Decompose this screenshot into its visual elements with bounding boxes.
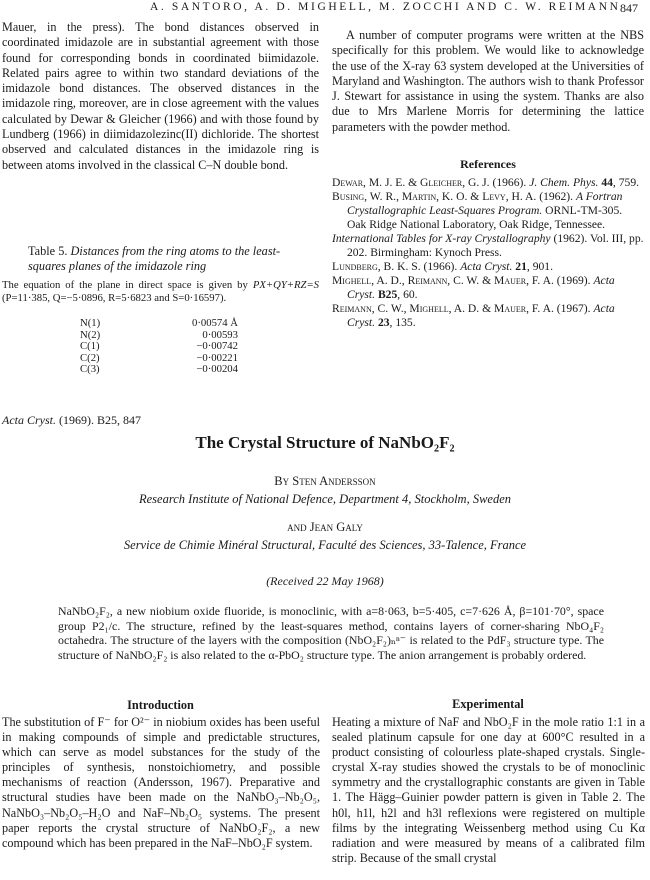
table5-value: −0·00204 — [196, 363, 238, 376]
references-list — [332, 176, 644, 330]
reference-item — [332, 232, 644, 260]
table5-value: −0·00742 — [196, 340, 238, 353]
ref-journal: Acta Cryst. — [347, 274, 615, 301]
citation-rest: (1969). B25, 847 — [59, 413, 141, 427]
ref-authors: Dewar, M. J. E. & Gleicher, G. J. (1966). — [332, 176, 527, 189]
ref-journal: Acta Cryst. — [460, 260, 513, 273]
table5-atom: N(1) — [80, 317, 101, 329]
ref-rest: ORNL-TM-305. Oak Ridge National Laboratory, Oak Ridge, Tennessee. — [347, 204, 623, 231]
table-row — [80, 364, 238, 376]
ref-volume: 44 — [601, 176, 613, 189]
ref-journal: A Fortran Crystallographic Least-Squares Program. — [347, 190, 623, 217]
ref-volume: 23 — [377, 316, 390, 329]
ref-rest: , 759. — [612, 176, 640, 189]
table5-atom: C(3) — [80, 363, 100, 376]
table5-eq-formula: PX+QY+RZ=S — [252, 279, 319, 291]
table-row — [80, 318, 238, 330]
references-heading: References — [460, 157, 516, 171]
byline-author1: By Sten Andersson — [274, 474, 376, 488]
table5-value: −0·00221 — [196, 351, 238, 364]
ref-volume: 21 — [515, 260, 527, 273]
ref-volume: B25 — [377, 288, 398, 301]
table5-equation — [2, 279, 319, 306]
ref-journal: International Tables for X-ray Crystallography — [332, 232, 551, 245]
table5-atom: C(1) — [80, 340, 100, 353]
ref-authors: Reimann, C. W., Mighell, A. D. & Mauer, F. A. (1967). — [332, 302, 591, 315]
ref-rest: , 135. — [389, 316, 416, 329]
ref-rest: (1962). Vol. III, pp. 202. Birmingham: Kynoch Press. — [347, 232, 644, 259]
table5-atom: C(2) — [80, 351, 100, 364]
acknowledgements-text: A number of computer programs were written at the NBS specifically for this problem. We would like to acknowledge the use of the X-ray 63 system developed at the Universities of Maryland and Washington. The authors wish to thank Professor J. Stewart for assistance in using the system. Thanks are also due to Mrs Marlene Morris for determining the lattice parameters with the powder method. — [332, 28, 644, 134]
table5-eq-params: (P=11·385, Q=−5·0896, R=5·6823 and S=0·16597). — [2, 292, 227, 305]
running-head — [0, 0, 650, 18]
institution-2: Service de Chimie Minéral Structural, Faculté des Sciences, 33-Talence, France — [123, 538, 527, 552]
ref-journal: J. Chem. Phys. — [529, 176, 599, 189]
table5-value: 0·00593 — [202, 328, 238, 341]
table5-label: Table 5. — [28, 244, 68, 258]
ref-rest: , 60. — [397, 288, 418, 301]
experimental-text: Heating a mixture of NaF and NbO₂F in the mole ratio 1:1 in a sealed platinum capsule for one day at 600°C resulted in a product consisting of colourless plate-shaped crystals. Single-crystal X-ray studies showed the crystals to be of monoclinic symmetry and the crystallographic constants are given in Table 1. The Hägg–Guinier powder pattern is given in Table 2. The h0l, h1l, h2l and h3l reflexions were registered on multiple films by the integrating Weissenberg method using Cu Kα radiation and were measured by means of a calibrated film strip. Because of the small crystal — [332, 715, 645, 865]
ref-authors: Busing, W. R., Martin, K. O. & Levy, H. A. (1962). — [332, 190, 574, 203]
reference-item — [332, 274, 644, 302]
table5-caption-text: Distances from the ring atoms to the least-squares planes of the imidazole ring — [28, 244, 281, 274]
introduction-heading: Introduction — [127, 698, 194, 712]
table5 — [80, 318, 238, 376]
experimental-heading: Experimental — [452, 697, 524, 711]
table5-value: 0·00574 Å — [191, 317, 238, 329]
ref-authors: Mighell, A. D., Reimann, C. W. & Mauer, F. A. (1969). — [332, 274, 591, 287]
received-date: (Received 22 May 1968) — [266, 574, 384, 588]
abstract: NaNbO₂F₂, a new niobium oxide fluoride, is monoclinic, with a=8·063, b=5·405, c=7·626 Å, β=101·70°, space group P2₁/c. The structure, refined by the least-squares method, contains layers of corner-sharing NbO₄F₂ octahedra. The structure of the layers with the composition (NbO₂F₂)ₙⁿ⁻ is related to the PdF₃ structure type. The structure of NaNbO₂F₂ is also related to the α-PbO₂ structure type. The anion arrangement is probably ordered. — [58, 604, 604, 662]
page-number: 847 — [620, 1, 638, 15]
institution-1: Research Institute of National Defence, Department 4, Stockholm, Sweden — [138, 492, 512, 506]
byline-author2: and Jean Galy — [287, 520, 363, 534]
ref-rest: , 901. — [526, 260, 553, 273]
ref-journal: Acta Cryst. — [347, 302, 615, 329]
introduction-text: The substitution of F⁻ for O²⁻ in niobium oxides has been useful in making compounds of simple and predictable structures, which can serve as model substances for the study of the principles of synthesis, nonstoichiometry, and possible mechanisms of reaction (Andersson, 1967). Preparative and structural studies have been made on the NaNbO₃–Nb₂O₅, NaNbO₃–Nb₂O₅–H₂O and NaF–Nb₂O₅ systems. The present paper reports the crystal structure of NaNbO₂F₂, a new compound which has been prepared in the NaF–NbO₂F system. — [2, 715, 320, 850]
reference-item — [332, 190, 644, 232]
article-title: The Crystal Structure of NaNbO₂F₂ — [195, 433, 455, 452]
article-citation — [2, 413, 141, 428]
ref-authors: Lundberg, B. K. S. (1966). — [332, 260, 458, 273]
reference-item — [332, 302, 644, 330]
table5-atom: N(2) — [80, 328, 101, 341]
reference-item — [332, 260, 644, 274]
table5-caption — [28, 244, 308, 275]
reference-item — [332, 176, 644, 190]
running-head-authors: A. SANTORO, A. D. MIGHELL, M. ZOCCHI AND C. W. REIMANN — [150, 1, 621, 13]
citation-journal: Acta Cryst. — [2, 413, 56, 427]
left-column-text: Mauer, in the press). The bond distances observed in coordinated imidazole are in substantial agreement with those found for corresponding bonds in coordinated biimidazole. Related pairs agree to within two standard deviations of the imidazole bond distances. The observed distances in the imidazole ring, moreover, are in close agreement with the values calculated by Dewar & Gleicher (1966) and with those found by Lundberg (1966) in diimidazolezinc(II) dichloride. The shortest observed and calculated distances in the imidazole ring is between atoms involved in the classical C–N double bond. — [2, 20, 319, 172]
table5-eq-intro: The equation of the plane in direct space is given by — [2, 279, 248, 291]
